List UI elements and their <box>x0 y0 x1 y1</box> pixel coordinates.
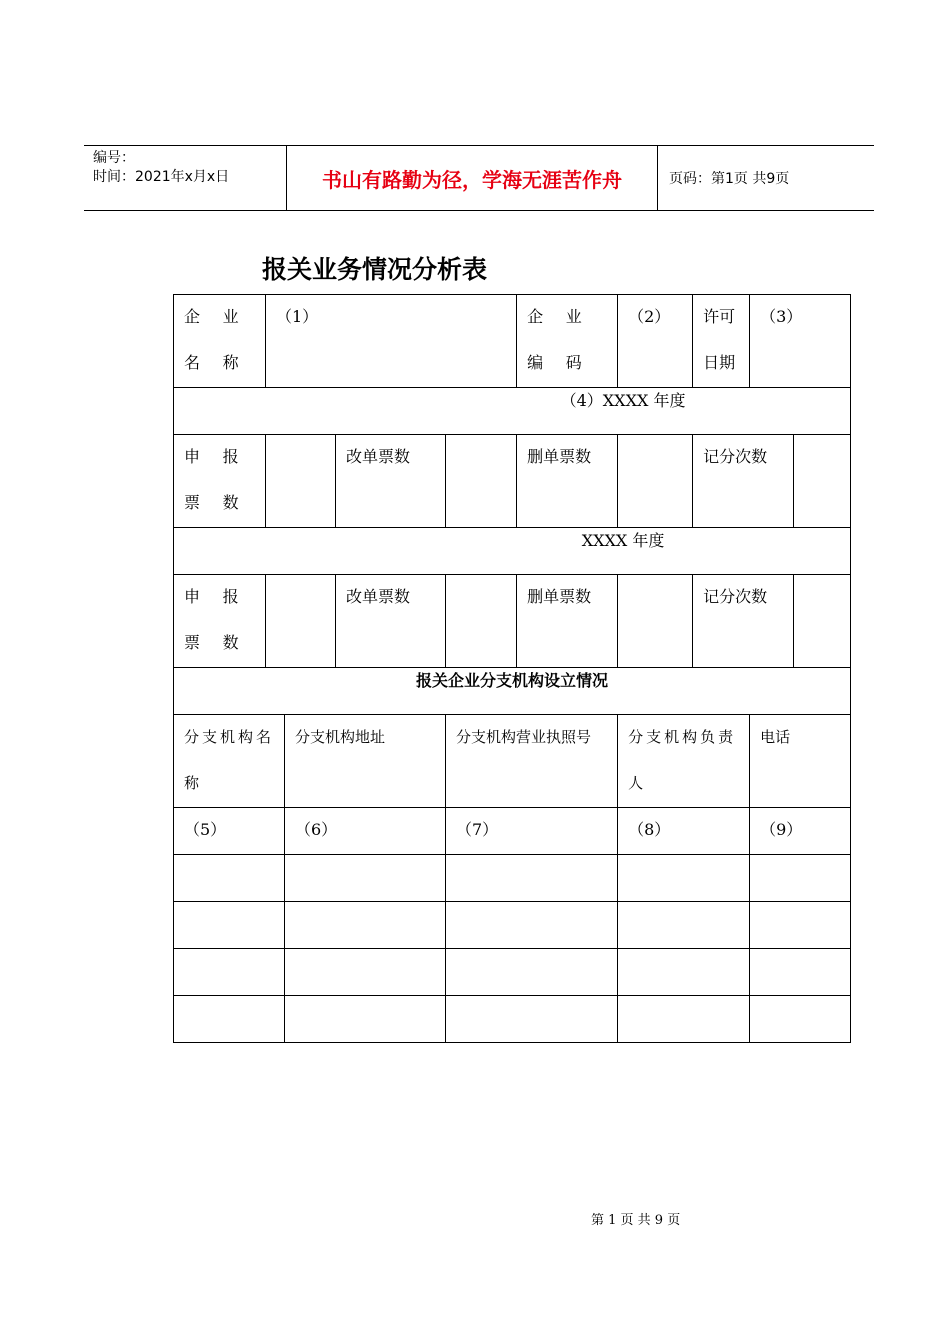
declare-value-cell <box>266 575 336 668</box>
score-label: 记分次数 <box>703 447 768 466</box>
number-label: 编号： <box>93 150 135 166</box>
company-name-label: 企 业 名 称 <box>184 307 248 372</box>
branch-header-cell <box>618 715 750 808</box>
modify-label-cell <box>336 435 446 528</box>
score-label: 记分次数 <box>703 587 768 606</box>
empty-cell <box>618 996 750 1043</box>
empty-row <box>174 996 851 1043</box>
stats-row-1 <box>174 435 851 528</box>
branch-code-5: （5） <box>184 820 227 839</box>
branch-header-cell <box>750 715 851 808</box>
empty-cell <box>285 949 446 996</box>
company-code-label-cell <box>517 295 618 388</box>
branch-manager-header: 分支机构负责人 <box>628 728 737 792</box>
branch-code-9: （9） <box>760 820 803 839</box>
modify-value-cell <box>446 435 517 528</box>
branch-code-row <box>174 808 851 855</box>
analysis-table <box>173 294 851 1043</box>
company-name-label-cell <box>174 295 266 388</box>
company-info-row <box>174 295 851 388</box>
permit-date-value: （3） <box>760 307 803 326</box>
empty-cell <box>446 902 618 949</box>
empty-cell <box>174 996 285 1043</box>
branch-code-cell <box>618 808 750 855</box>
score-value-cell <box>794 575 851 668</box>
empty-cell <box>750 996 851 1043</box>
empty-row <box>174 902 851 949</box>
branch-code-7: （7） <box>456 820 499 839</box>
empty-cell <box>174 855 285 902</box>
header-motto: 书山有路勤为径，学海无涯苦作舟 <box>286 146 658 210</box>
delete-label-cell <box>517 575 618 668</box>
branch-header-row <box>174 715 851 808</box>
branch-section-title: 报关企业分支机构设立情况 <box>416 671 609 690</box>
empty-cell <box>618 855 750 902</box>
date-label: 时间：2021年x月x日 <box>93 169 230 185</box>
permit-date-label: 许可日期 <box>703 307 736 372</box>
branch-address-header: 分支机构地址 <box>295 728 386 746</box>
company-name-value-cell <box>266 295 517 388</box>
year-1-label: （4）XXXX 年度 <box>560 391 686 410</box>
page-title: 报关业务情况分析表 <box>262 255 488 284</box>
branch-header-cell <box>174 715 285 808</box>
branch-license-header: 分支机构营业执照号 <box>456 728 592 746</box>
delete-value-cell <box>618 575 693 668</box>
declare-label: 申 报 票 数 <box>184 447 248 512</box>
declare-label-cell <box>174 575 266 668</box>
branch-code-cell <box>285 808 446 855</box>
score-label-cell <box>693 435 794 528</box>
header-page-label: 页码：第1页 共9页 <box>669 171 790 187</box>
empty-cell <box>618 949 750 996</box>
delete-label: 删单票数 <box>527 587 592 606</box>
delete-value-cell <box>618 435 693 528</box>
empty-cell <box>750 949 851 996</box>
empty-cell <box>285 855 446 902</box>
modify-label: 改单票数 <box>346 587 411 606</box>
score-value-cell <box>794 435 851 528</box>
delete-label-cell <box>517 435 618 528</box>
modify-label-cell <box>336 575 446 668</box>
empty-cell <box>618 902 750 949</box>
company-name-value: （1） <box>276 307 319 326</box>
empty-cell <box>446 855 618 902</box>
empty-row <box>174 949 851 996</box>
branch-code-cell <box>750 808 851 855</box>
permit-date-value-cell <box>750 295 851 388</box>
modify-label: 改单票数 <box>346 447 411 466</box>
empty-cell <box>285 902 446 949</box>
branch-code-8: （8） <box>628 820 671 839</box>
branch-code-cell <box>446 808 618 855</box>
year-2-label: XXXX 年度 <box>581 531 665 550</box>
empty-row <box>174 855 851 902</box>
empty-cell <box>446 996 618 1043</box>
branch-code-6: （6） <box>295 820 338 839</box>
company-code-value: （2） <box>628 307 671 326</box>
empty-cell <box>446 949 618 996</box>
empty-cell <box>174 902 285 949</box>
declare-label: 申 报 票 数 <box>184 587 248 652</box>
score-label-cell <box>693 575 794 668</box>
stats-row-2 <box>174 575 851 668</box>
page-footer: 第 1 页 共 9 页 <box>591 1213 681 1228</box>
declare-value-cell <box>266 435 336 528</box>
delete-label: 删单票数 <box>527 447 592 466</box>
branch-phone-header: 电话 <box>760 728 791 746</box>
empty-cell <box>285 996 446 1043</box>
branch-name-header: 分支机构名称 <box>184 728 275 792</box>
header-meta <box>84 146 286 210</box>
branch-header-cell <box>446 715 618 808</box>
company-code-label: 企 业 编 码 <box>527 307 591 372</box>
branch-code-cell <box>174 808 285 855</box>
empty-cell <box>750 902 851 949</box>
company-code-value-cell <box>618 295 693 388</box>
document-header <box>84 145 874 211</box>
empty-cell <box>174 949 285 996</box>
declare-label-cell <box>174 435 266 528</box>
permit-date-label-cell <box>693 295 750 388</box>
empty-cell <box>750 855 851 902</box>
modify-value-cell <box>446 575 517 668</box>
branch-header-cell <box>285 715 446 808</box>
